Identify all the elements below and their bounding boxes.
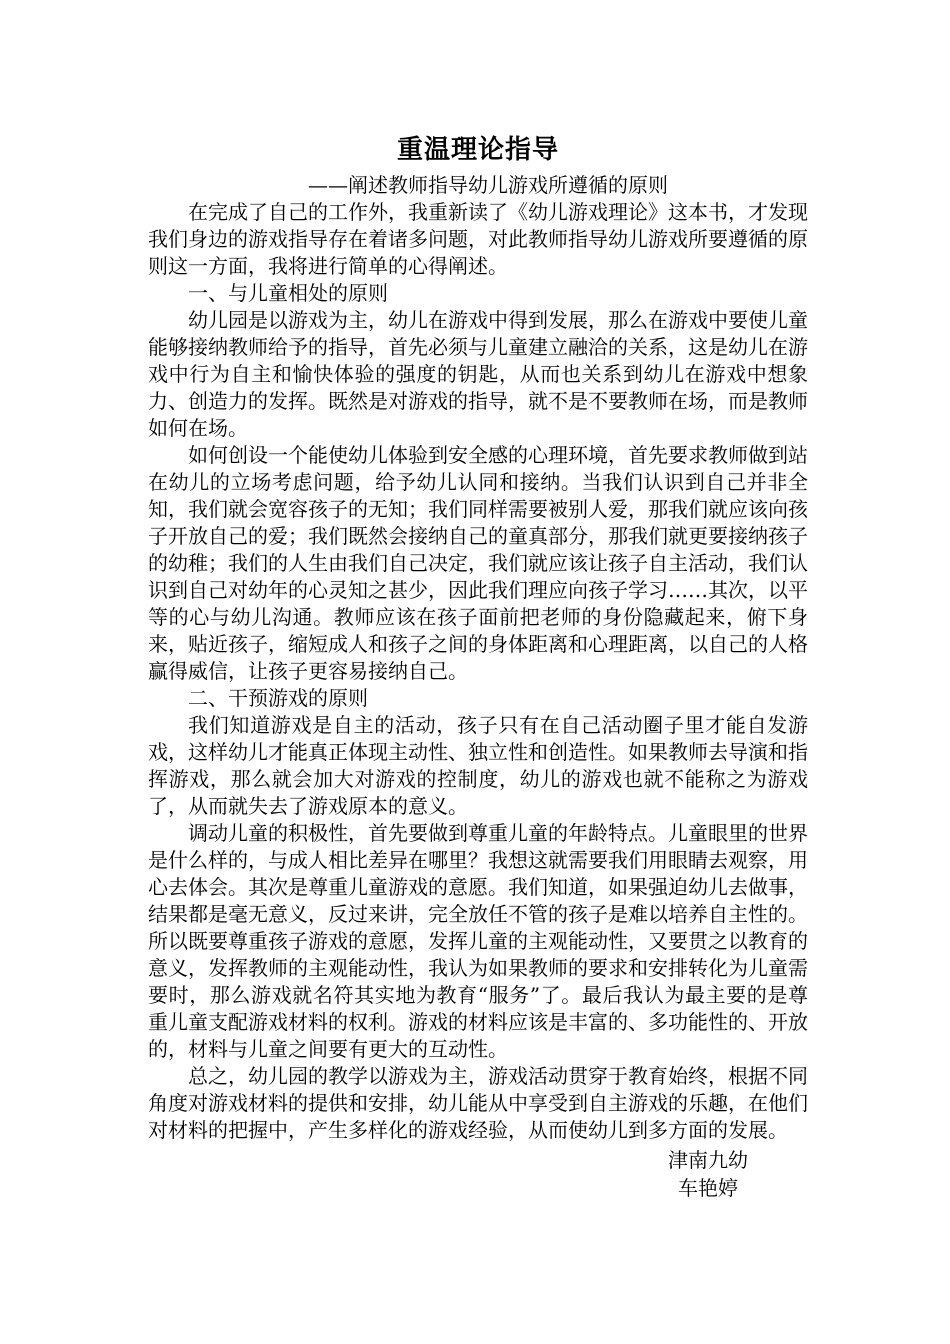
signature-author: 车艳婷 <box>678 1176 738 1200</box>
section-2-paragraph-1: 我们知道游戏是自主的活动，孩子只有在自己活动圈子里才能自发游戏，这样幼儿才能真正体现主动性、独立性和创造性。如果教师去导演和指挥游戏，那么就会加大对游戏的控制度，幼儿的游戏也就不能称之为游戏了，从而就失去了游戏原本的意义。 <box>148 713 808 818</box>
section-2-heading: 二、干预游戏的原则 <box>188 686 368 710</box>
section-2-paragraph-2: 调动儿童的积极性，首先要做到尊重儿童的年龄特点。儿童眼里的世界是什么样的，与成人相比差异在哪里？我想这就需要我们用眼睛去观察，用心去体会。其次是尊重儿童游戏的意愿。我们知道，如果强迫幼儿去做事，结果都是毫无意义，反过来讲，完全放任不管的孩子是难以培养自主性的。所以既要尊重孩子游戏的意愿，发挥儿童的主观能动性，又要贯之以教育的意义，发挥教师的主观能动性，我认为如果教师的要求和安排转化为儿童需要时，那么游戏就名符其实地为教育“服务”了。最后我认为最主要的是尊重儿童支配游戏材料的权利。游戏的材料应该是丰富的、多功能性的、开放的，材料与儿童之间要有更大的互动性。 <box>148 821 808 1061</box>
document-page <box>148 128 808 1202</box>
intro-paragraph: 在完成了自己的工作外，我重新读了《幼儿游戏理论》这本书，才发现我们身边的游戏指导存在着诸多问题，对此教师指导幼儿游戏所要遵循的原则这一方面，我将进行简单的心得阐述。 <box>148 200 808 278</box>
signature-organization: 津南九幼 <box>668 1148 748 1172</box>
document-subtitle: ——阐述教师指导幼儿游戏所遵循的原则 <box>308 173 668 197</box>
conclusion-paragraph: 总之，幼儿园的教学以游戏为主，游戏活动贯穿于教育始终，根据不同角度对游戏材料的提供和安排，幼儿能从中享受到自主游戏的乐趣，在他们对材料的把握中，产生多样化的游戏经验，从而使幼儿到多方面的发展。 <box>148 1064 808 1142</box>
section-1-paragraph-2: 如何创设一个能使幼儿体验到安全感的心理环境，首先要求教师做到站在幼儿的立场考虑问题，给予幼儿认同和接纳。当我们认识到自己并非全知，我们就会宽容孩子的无知；我们同样需要被别人爱，那我们就应该向孩子开放自己的爱；我们既然会接纳自己的童真部分，那我们就更要接纳孩子的幼稚；我们的人生由我们自己决定，我们就应该让孩子自主活动，我们认识到自己对幼年的心灵知之甚少，因此我们理应向孩子学习……其次，以平等的心与幼儿沟通。教师应该在孩子面前把老师的身份隐藏起来，俯下身来，贴近孩子，缩短成人和孩子之间的身体距离和心理距离，以自己的人格赢得威信，让孩子更容易接纳自己。 <box>148 443 808 683</box>
section-1-heading: 一、与儿童相处的原则 <box>188 281 388 305</box>
document-title: 重温理论指导 <box>396 135 559 165</box>
section-1-paragraph-1: 幼儿园是以游戏为主，幼儿在游戏中得到发展，那么在游戏中要使儿童能够接纳教师给予的指导，首先必须与儿童建立融洽的关系，这是幼儿在游戏中行为自主和愉快体验的强度的钥匙，从而也关系到幼儿在游戏中想象力、创造力的发挥。既然是对游戏的指导，就不是不要教师在场，而是教师如何在场。 <box>148 308 808 440</box>
signature-block <box>638 1146 778 1202</box>
